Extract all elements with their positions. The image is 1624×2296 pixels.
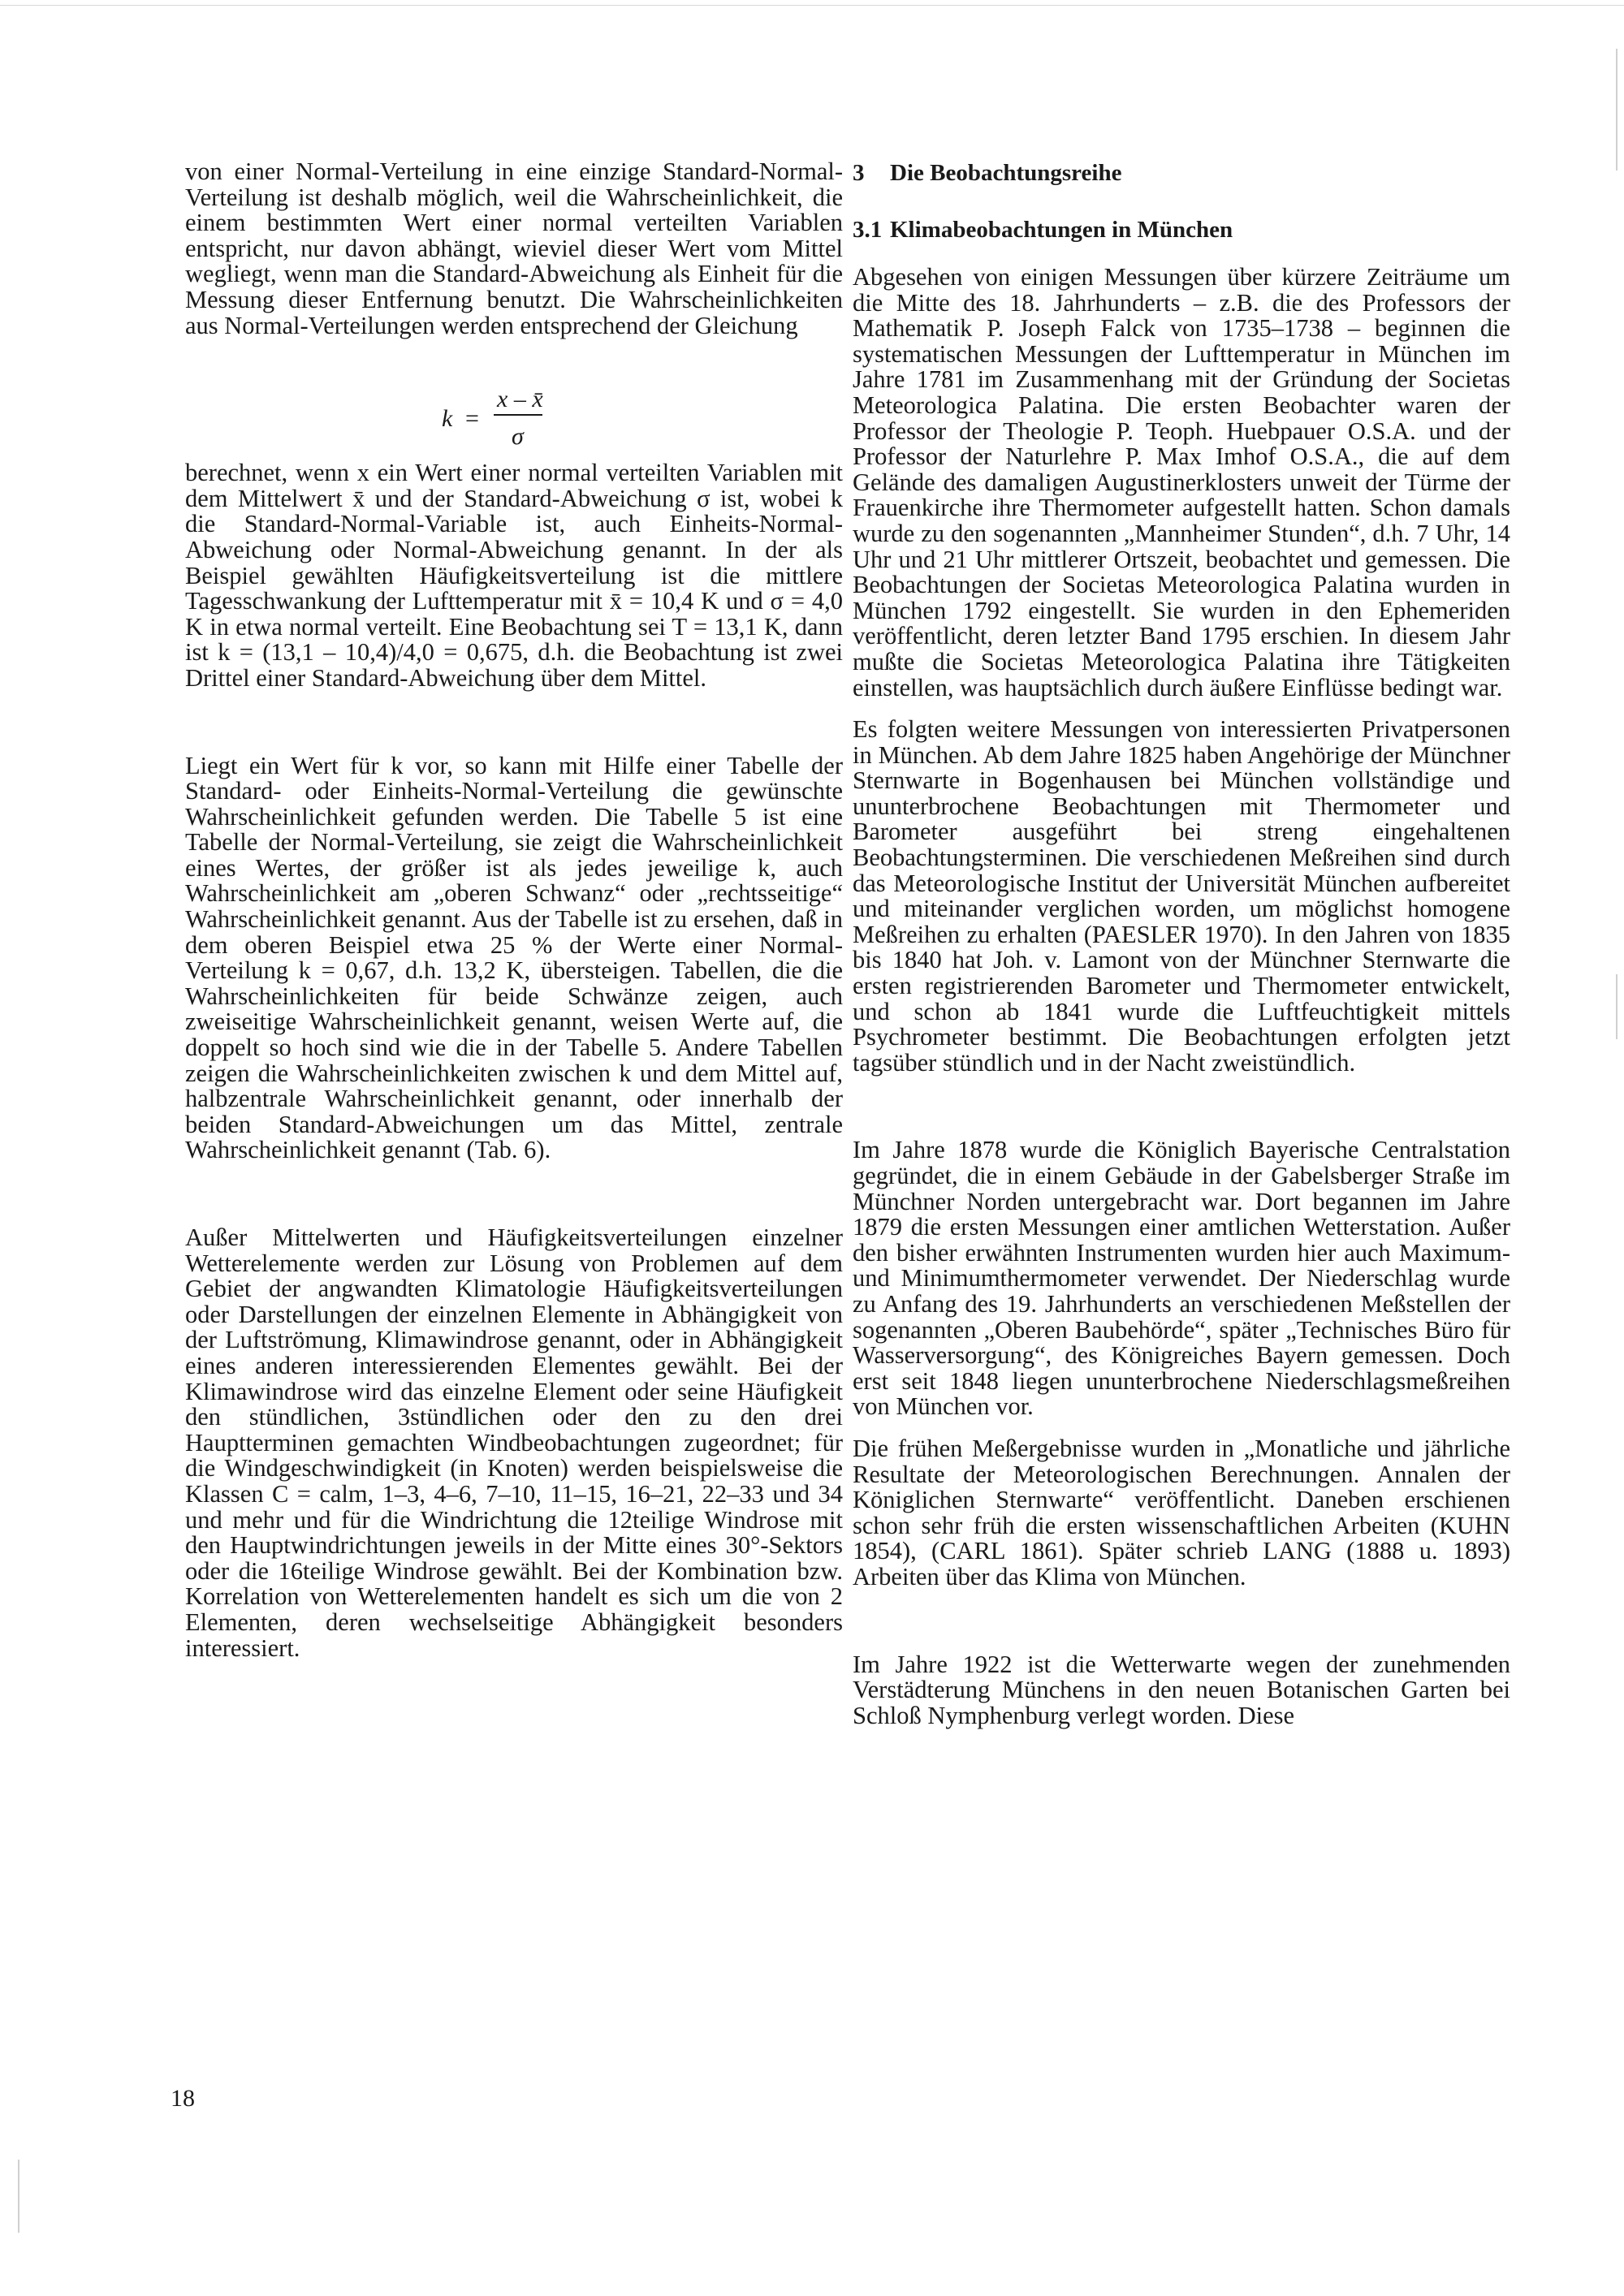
margin-artifact-2 — [1616, 974, 1618, 1039]
fraction-bar — [494, 414, 542, 416]
left-column — [185, 159, 843, 1661]
equation — [185, 339, 843, 460]
page-number: 18 — [171, 2085, 195, 2112]
equation-lhs: k — [442, 405, 453, 433]
paragraph: Es folgten weitere Messungen von interessierten Privatpersonen in München. Ab dem Jahre 1825 haben Angehörige der Münchner Sternwarte in Bogenhausen bei München vollständige und ununterbrochene Beobachtungen mit Thermometer und Barometer ausgeführt bei streng eingehaltenen Beobachtungsterminen. Die verschiedenen Meßreihen sind durch das Meteorologische Institut der Universität München aufbereitet und miteinander verglichen worden, um möglichst homogene Meßreihen zu erhalten (PAESLER 1970). In den Jahren von 1835 bis 1840 hat Joh. v. Lamont von der Münchner Sternwarte die ersten registrierenden Barometer und Thermometer entwickelt, und schon ab 1841 wurde die Luftfeuchtigkeit mittels Psychrometer bestimmt. Die Beobachtungen erfolgten jetzt tagsüber stündlich und in der Nacht zweistündlich. — [853, 715, 1510, 1077]
right-column — [853, 159, 1510, 1728]
paragraph: Außer Mittelwerten und Häufigkeitsverteilungen einzelner Wetterelemente werden zur Lösung von Problemen auf dem Gebiet der angwandten Klimatologie Häufigkeitsverteilungen oder Darstellungen der einzelnen Elemente in Abhängigkeit von der Luftströmung, Klimawindrose genannt, oder in Abhängigkeit eines anderen interessierenden Elementes gewählt. Bei der Klimawindrose wird das einzelne Element oder seine Häufigkeit den stündlichen, 3stündlichen oder den zu den drei Hauptterminen gemachten Windbeobachtungen zugeordnet; für die Windgeschwindigkeit (in Knoten) werden beispielsweise die Klassen C = calm, 1–3, 4–6, 7–10, 11–15, 16–21, 22–33 und 34 und mehr und für die Windrichtung die 12teilige Windrose mit den Hauptwindrichtungen jeweils in der Mitte eines 30°-Sektors oder die 16teilige Windrose gewählt. Bei der Kombination bzw. Korrelation von Wetterelementen handelt es sich um die von 2 Elementen, deren wechselseitige Abhängigkeit besonders interessiert. — [185, 1224, 843, 1662]
margin-artifact-3 — [18, 2160, 19, 2233]
section-heading — [853, 159, 1510, 187]
paragraph: Im Jahre 1878 wurde die Königlich Bayerische Centralstation gegründet, die in einem Gebäude in der Gabelsberger Straße im Münchner Norden untergebracht war. Dort begannen im Jahre 1879 die ersten Messungen einer amtlichen Wetterstation. Außer den bisher erwähnten Instrumenten wurden hier auch Maximum- und Minimumthermometer verwendet. Der Niederschlag wurde zu Anfang des 19. Jahrhunderts an verschiedenen Meßstellen der sogenannten „Oberen Baubehörde“, später „Technisches Büro für Wasserversorgung“, des Königreiches Bayern gemessen. Doch erst seit 1848 liegen ununterbrochene Niederschlagsmeßreihen von München vor. — [853, 1136, 1510, 1421]
equation-equals: = — [465, 405, 479, 433]
equation-numerator: x – x̄ — [497, 386, 543, 413]
paragraph: Im Jahre 1922 ist die Wetterwarte wegen der zunehmenden Verstädterung Münchens in den neuen Botanischen Garten bei Schloß Nymphenburg verlegt worden. Diese — [853, 1650, 1510, 1729]
margin-artifact-1 — [1616, 49, 1618, 170]
scan-edge-line — [0, 5, 1624, 6]
section-number: 3 — [853, 160, 865, 186]
subsection-title: Klimabeobachtungen in München — [890, 217, 1233, 243]
subsection-number: 3.1 — [853, 217, 883, 243]
section-title: Die Beobachtungsreihe — [890, 160, 1122, 186]
paragraph: Liegt ein Wert für k vor, so kann mit Hilfe einer Tabelle der Standard- oder Einheits-Normal-Verteilung die gewünschte Wahrscheinlichkeit gefunden werden. Die Tabelle 5 ist eine Tabelle der Normal-Verteilung, sie zeigt die Wahrscheinlichkeit eines Wertes, der größer ist als jedes jeweilige k, auch Wahrscheinlichkeit am „oberen Schwanz“ oder „rechtsseitige“ Wahrscheinlichkeit genannt. Aus der Tabelle ist zu ersehen, daß in dem oberen Beispiel etwa 25 % der Werte einer Normal-Verteilung k = 0,67, d.h. 13,2 K, übersteigen. Tabellen, die die Wahrscheinlichkeiten für beide Schwänze zeigen, auch zweiseitige Wahrscheinlichkeit genannt, weisen Werte auf, die doppelt so hoch sind wie die in der Tabelle 5. Andere Tabellen zeigen die Wahrscheinlichkeiten zwischen k und dem Mittel auf, halbzentrale Wahrscheinlichkeit genannt, oder innerhalb der beiden Standard-Abweichungen um das Mittel, zentrale Wahrscheinlichkeit genannt (Tab. 6). — [185, 751, 843, 1164]
equation-denominator: σ — [512, 423, 524, 451]
paragraph: von einer Normal-Verteilung in eine einzige Standard-Normal-Verteilung ist deshalb möglich, weil die Wahrscheinlichkeit, die einem bestimmten Wert einer normal verteilten Variablen entspricht, nur davon abhängt, wieviel dieser Wert vom Mittel wegliegt, wenn man die Standard-Abweichung als Einheit für die Messung dieser Entfernung benutzt. Die Wahrscheinlichkeiten aus Normal-Verteilungen werden entsprechend der Gleichung — [185, 158, 843, 339]
paragraph: Die frühen Meßergebnisse wurden in „Monatliche und jährliche Resultate der Meteorologischen Berechnungen. Annalen der Königlichen Sternwarte“ veröffentlicht. Daneben erschienen schon sehr früh die ersten wissenschaftlichen Arbeiten (KUHN 1854), (CARL 1861). Später schrieb LANG (1888 u. 1893) Arbeiten über das Klima von München. — [853, 1434, 1510, 1590]
paragraph: Abgesehen von einigen Messungen über kürzere Zeiträume um die Mitte des 18. Jahrhunderts – z.B. die des Professors der Mathematik P. Joseph Falck von 1735–1738 – beginnen die systematischen Messungen der Lufttemperatur in München im Jahre 1781 im Zusammenhang mit der Gründung der Societas Meteorologica Palatina. Die ersten Beobachter waren der Professor der Theologie P. Teoph. Huebpauer O.S.A. und der Professor der Naturlehre P. Max Imhof O.S.A., die auf dem Gelände des damaligen Augustinerklosters unweit der Türme der Frauenkirche ihre Thermometer aufgestellt hatten. Schon damals wurde zu den sogenannten „Mannheimer Stunden“, d.h. 7 Uhr, 14 Uhr und 21 Uhr mittlerer Ortszeit, beobachtet und gemessen. Die Beobachtungen der Societas Meteorologica Palatina wurden in München 1792 eingestellt. Sie wurden in den Ephemeriden veröffentlicht, deren letzter Band 1795 erschien. In diesem Jahr mußte die Societas Meteorologica Palatina ihre Tätigkeiten einstellen, was hauptsächlich durch äußere Einflüsse bedingt war. — [853, 263, 1510, 701]
subsection-heading — [853, 216, 1510, 244]
paragraph: berechnet, wenn x ein Wert einer normal verteilten Variablen mit dem Mittelwert x̄ und der Standard-Abweichung σ ist, wobei k die Standard-Normal-Variable ist, auch Einheits-Normal-Abweichung oder Normal-Abweichung genannt. In der als Beispiel gewählten Häufigkeitsverteilung ist die mittlere Tagesschwankung der Lufttemperatur mit x̄ = 10,4 K und σ = 4,0 K in etwa normal verteilt. Eine Beobachtung sei T = 13,1 K, dann ist k = (13,1 – 10,4)/4,0 = 0,675, d.h. die Beobachtung ist zwei Drittel einer Standard-Abweichung über dem Mittel. — [185, 459, 843, 692]
